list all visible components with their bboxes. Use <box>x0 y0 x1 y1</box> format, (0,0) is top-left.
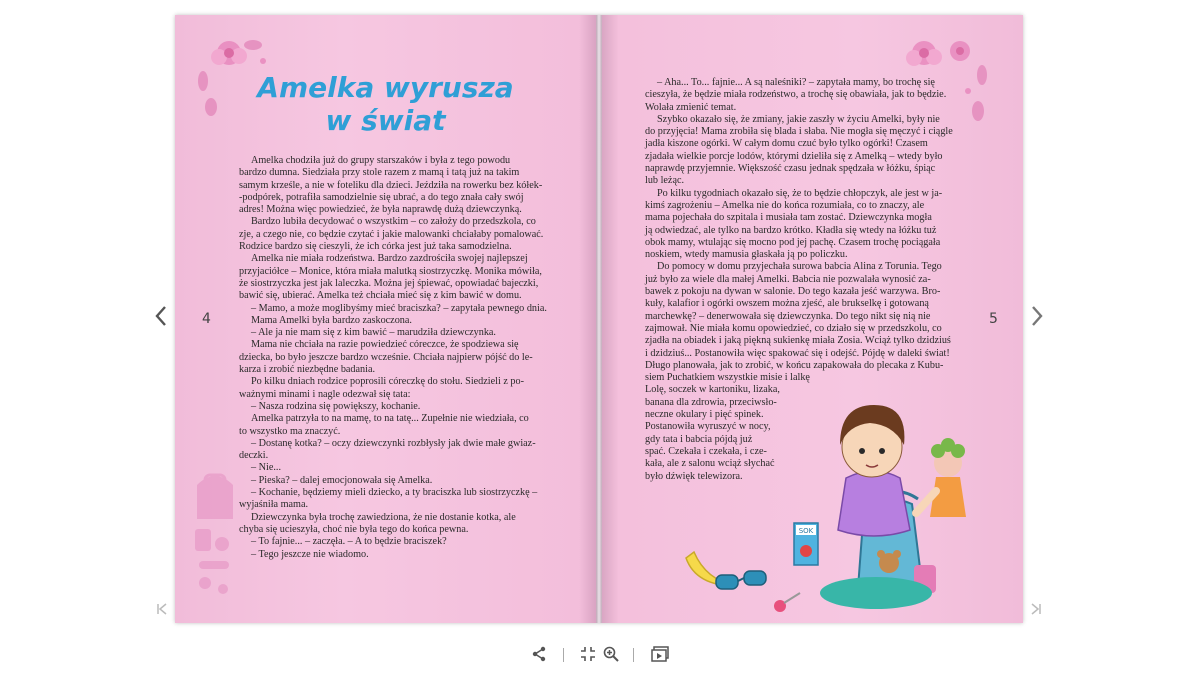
next-page-button[interactable] <box>1024 300 1050 336</box>
chevron-left-icon <box>154 305 168 327</box>
title-line-2: w świat <box>325 104 446 137</box>
text-line: – Dostanę kotka? – oczy dziewczynki rozbłysły jak dwie małe gwiaz- <box>251 437 536 449</box>
text-line: gdy tata i babcia pójdą już <box>645 433 753 445</box>
text-line: Lolę, soczek w kartoniku, lizaka, <box>645 384 780 396</box>
text-line: – Mamo, a może moglibyśmy mieć braciszka? – zapytała pewnego dnia. <box>251 302 547 314</box>
text-line: – Tego jeszcze nie wiadomo. <box>251 548 369 560</box>
text-line: kuły, kalafior i ogórki owszem można zjeść, ale brukselkę i gotowaną <box>645 298 929 310</box>
slideshow-icon <box>651 646 669 662</box>
text-line: już było za wiele dla małej Amelki. Babcia nie pozwalała wynosić za- <box>645 273 931 285</box>
text-line: marchewkę? – denerwowała się dziewczynka. Do tego nikt się nią nie <box>645 310 931 322</box>
text-line: samym krześle, a nie w foteliku dla dzieci. Jeździła na rowerku bez kółek- <box>239 179 543 191</box>
last-page-icon <box>1030 603 1042 615</box>
text-line: kała, ale z salonu wciąż słychać <box>645 458 775 470</box>
toolbar-divider <box>563 648 564 662</box>
text-line: – Pieska? – dalej emocjonowała się Amelka. <box>251 474 433 486</box>
text-line: Wolała zmienić temat. <box>645 101 737 113</box>
text-line: banana dla zdrowia, przeciwsło- <box>645 396 777 408</box>
backpack-decoration <box>185 465 245 605</box>
text-line: Po kilku tygodniach okazało się, że to będzie chłopczyk, ale jest w ja- <box>657 187 943 199</box>
first-page-button[interactable] <box>156 603 168 619</box>
left-page[interactable] <box>175 15 596 623</box>
text-line: siem Puchatkiem wszystkie misie i lalkę <box>645 372 810 384</box>
text-line: zjadała wielkie porcje lodów, którymi dzieliła się z Amelką – wtedy było <box>645 150 943 162</box>
text-line: przyjaciółce – Monice, która miała malutką siostrzyczkę. Monika mówiła, <box>239 265 542 277</box>
text-line: zjadła na obiadek i jaką piękną sukienkę miała Zosia. Wciąż tylko dzidziuś <box>645 335 951 347</box>
text-line: cieszyła, że będzie miała rodzeństwo, a trochę się obawiała, jak to będzie. <box>645 89 947 101</box>
right-page[interactable] <box>602 15 1023 623</box>
text-line: dziecka, bo było jeszcze bardzo wcześnie. Chciała najpierw pójść do le- <box>239 351 533 363</box>
text-line: neczne okulary i pięć spinek. <box>645 409 764 421</box>
text-line: adres! Można więc powiedzieć, że była naprawdę dużą dziewczynką. <box>239 204 522 216</box>
text-line: spać. Czekała i czekała, i cze- <box>645 445 767 457</box>
text-line: Do pomocy w domu przyjechała surowa babcia Alina z Torunia. Tego <box>657 261 942 273</box>
page-number-left: 4 <box>202 311 211 327</box>
text-line: Po kilku dniach rodzice poprosili córeczkę do stołu. Siedzieli z po- <box>251 376 525 388</box>
zoom-in-button[interactable] <box>603 646 619 666</box>
text-line: wyjaśniła mama. <box>239 499 309 511</box>
text-line: deczki. <box>239 450 269 462</box>
text-line: naprawdę przyjemnie. Większość czasu jednak spędzała w łóżku, śpiąc <box>645 163 936 175</box>
text-line: Rodzice bardzo się cieszyli, że ich córka jest już taka samodzielna. <box>239 241 512 253</box>
text-line: – Ale ja nie mam się z kim bawić – marudziła dziewczynka. <box>251 327 496 339</box>
text-line: – Nie... <box>251 462 281 474</box>
chevron-right-icon <box>1030 305 1044 327</box>
text-line: Amelka patrzyła to na mamę, to na tatę... Zupełnie nie wiedziała, co <box>251 413 529 425</box>
page-number-right: 5 <box>989 311 998 327</box>
text-line: Mama nie chciała na razie powiedzieć córeczce, że spodziewa się <box>251 339 519 351</box>
text-line: kimś zagrożeniu – Amelka nie do końca rozumiała, co to znaczy, ale <box>645 199 925 211</box>
fullscreen-button[interactable] <box>580 646 596 666</box>
text-line: – To fajnie... – zaczęła. – A to będzie braciszek? <box>251 536 447 548</box>
text-line: było dźwięk telewizora. <box>645 470 743 482</box>
text-line: Bardzo lubiła decydować o wszystkim – co założy do przedszkola, co <box>251 216 536 228</box>
text-line: że siostrzyczka jest jak laleczka. Można jej śpiewać, opowiadać bajeczki, <box>239 277 539 289</box>
text-line: chyba się ucieszyła, choć nie była tego do końca pewna. <box>239 523 469 535</box>
story-title <box>175 71 596 137</box>
first-page-icon <box>156 603 168 615</box>
text-line: zajmował. Nie miała komu opowiedzieć, co działo się w przedszkolu, co <box>645 322 942 334</box>
text-line: to wszystko ma znaczyć. <box>239 425 341 437</box>
text-line: Mama Amelki była bardzo zaskoczona. <box>251 314 412 326</box>
text-line: noskiem, wtedy mamusia głaskała ją po policzku. <box>645 249 848 261</box>
text-line: do przyjęcia! Mama zrobiła się blada i słaba. Nie mogła się męczyć i ciągle <box>645 126 953 138</box>
text-line: ją odwiedzać, ale tylko na bardzo krótko. Kładła się wtedy na łóżku tuż <box>645 224 937 236</box>
text-line: bardzo dumna. Siedziała przy stole razem z mamą i tatą już na takim <box>239 167 520 179</box>
text-line: – Nasza rodzina się powiększy, kochanie. <box>251 400 421 412</box>
title-line-1: Amelka wyrusza <box>257 71 514 104</box>
text-line: Dziewczynka była trochę zawiedziona, że nie dostanie kotka, ale <box>251 511 516 523</box>
text-line: ważnymi minami i nagle odezwał się tata: <box>239 388 411 400</box>
text-line: bawić się, ubierać. Amelka też chciała mieć się z kim bawić w domu. <box>239 290 522 302</box>
toolbar-divider <box>633 648 634 662</box>
share-icon <box>531 646 547 662</box>
text-line: mama pojechała do szpitala i musiała tam zostać. Dziewczynka mogła <box>645 212 932 224</box>
text-line: Szybko okazało się, że zmiany, jakie zaszły w życiu Amelki, były nie <box>657 113 940 125</box>
text-line: obok mamy, wtulając się mocno pod jej pachę. Czasem trochę pociągała <box>645 236 941 248</box>
text-line: – Aha... To... fajnie... A są naleśniki? – zapytała mamy, bo trochę się <box>657 77 935 88</box>
book-spread <box>175 15 1023 623</box>
slideshow-button[interactable] <box>651 646 669 666</box>
text-line: i dzidziuś... Postanowiła więc spakować się i odejść. Pójdę w daleki świat! <box>645 347 950 359</box>
text-line: Długo planowała, jak to zrobić, w końcu zapakowała do plecaka z Kubu- <box>645 359 944 371</box>
text-line: zje, a czego nie, co będzie czytać i jakie malowanki chciałaby pomalować. <box>239 228 544 240</box>
text-line: lub leżąc. <box>645 175 685 187</box>
last-page-button[interactable] <box>1030 603 1042 619</box>
text-line: bawek z pokoju na dywan w salonie. Do tego kazała jeść warzywa. Bro- <box>645 286 941 298</box>
text-line: – Kochanie, będziemy mieli dziecko, a ty braciszka lub siostrzyczkę – <box>251 487 538 499</box>
left-page-text <box>239 155 547 561</box>
girl-packing-illustration <box>676 393 1006 618</box>
share-button[interactable] <box>531 646 547 666</box>
text-line: jadła kiszone ogórki. W całym domu czuć było tylko ogórki! Czasem <box>645 138 928 150</box>
text-line: karza i zrobić niezbędne badania. <box>239 364 376 376</box>
text-line: Amelka nie miała rodzeństwa. Bardzo zazdrościła swojej najlepszej <box>251 253 528 265</box>
zoom-in-icon <box>603 646 619 662</box>
previous-page-button[interactable] <box>148 300 174 336</box>
text-line: -podpórek, potrafiła samodzielnie się ubrać, a do tego znała cały swój <box>239 191 524 203</box>
fullscreen-icon <box>580 646 596 662</box>
juice-carton-label: SOK <box>798 527 814 535</box>
text-line: Postanowiła wyruszyć w nocy, <box>645 421 771 433</box>
text-line: Amelka chodziła już do grupy starszaków i była z tego powodu <box>251 155 511 166</box>
